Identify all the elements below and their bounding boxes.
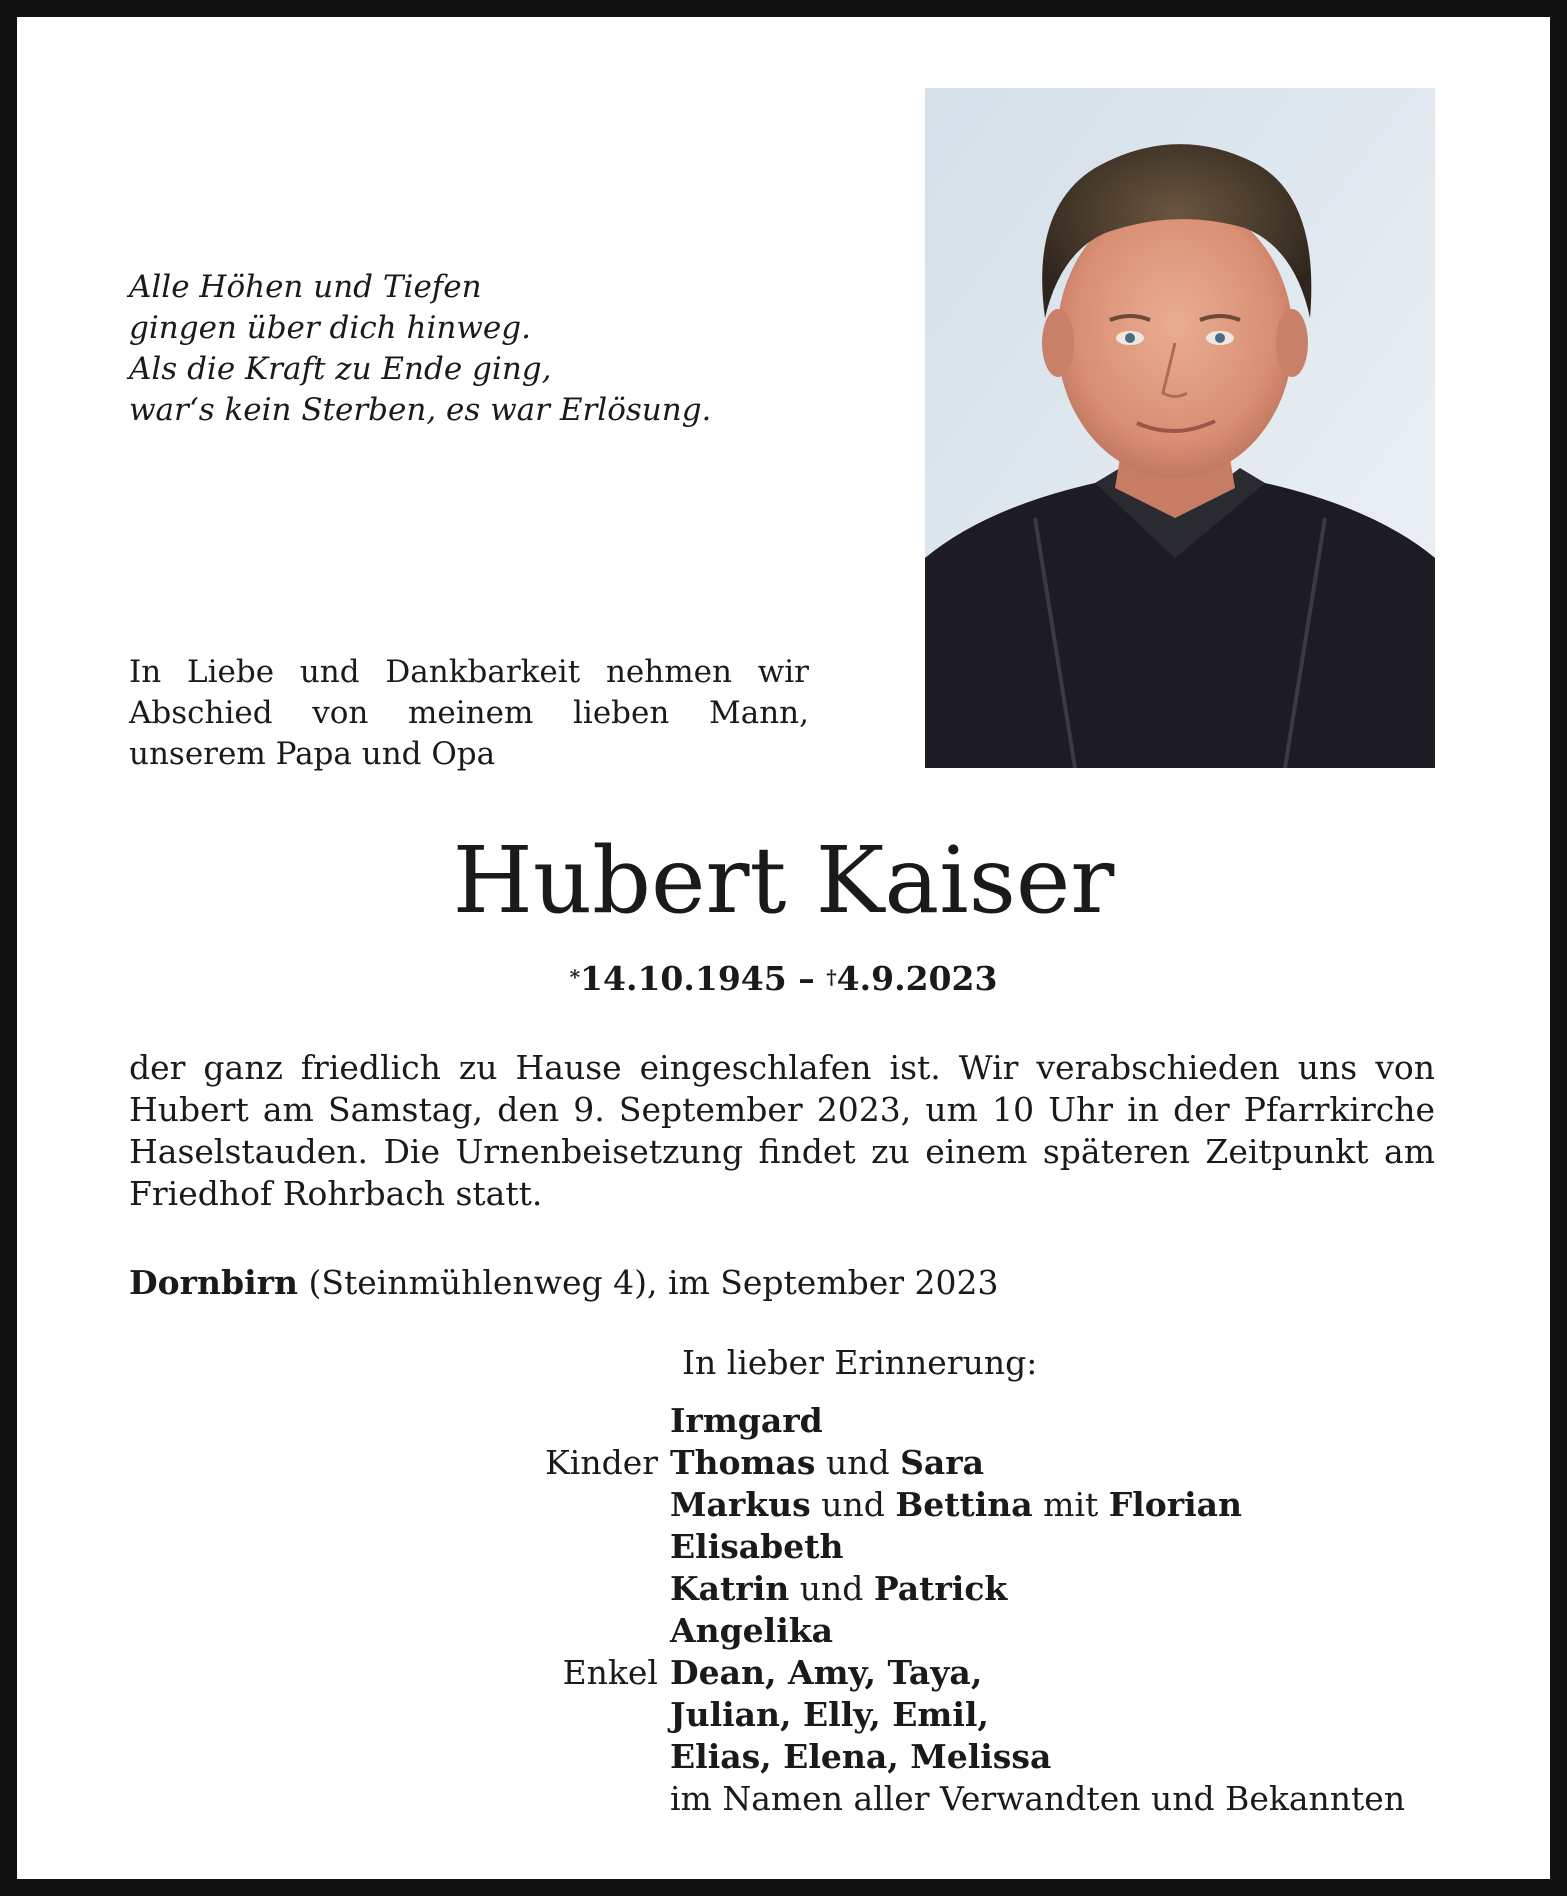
city: Dornbirn	[129, 1263, 298, 1302]
family-row	[417, 1694, 1467, 1736]
grandchildren-names: Dean, Amy, Taya,	[670, 1653, 983, 1692]
child-name: Elisabeth	[670, 1527, 844, 1566]
portrait-image	[925, 88, 1435, 768]
poem-line: war‘s kein Sterben, es war Erlösung.	[129, 392, 712, 428]
partner-name: Bettina	[895, 1485, 1033, 1524]
poem-line: Als die Kraft zu Ende ging,	[129, 351, 552, 387]
family-row	[417, 1778, 1467, 1820]
family-list	[417, 1400, 1467, 1820]
grandchild-name: Florian	[1108, 1485, 1243, 1524]
child-name: Katrin	[670, 1569, 790, 1608]
child-name: Thomas	[670, 1443, 816, 1482]
family-row	[417, 1526, 1467, 1568]
children-label: Kinder	[545, 1443, 658, 1482]
place-and-date	[129, 1262, 1435, 1304]
spouse-name: Irmgard	[670, 1401, 823, 1440]
family-row	[417, 1400, 1467, 1442]
poem	[129, 267, 769, 431]
family-row	[417, 1652, 1467, 1694]
portrait-photo	[925, 88, 1435, 768]
life-dates	[17, 957, 1550, 1005]
birth-symbol: *	[569, 965, 581, 989]
date-separator: –	[786, 959, 827, 998]
child-name: Markus	[670, 1485, 811, 1524]
deceased-name: Hubert Kaiser	[452, 827, 1115, 934]
grandchildren-names: Elias, Elena, Melissa	[670, 1737, 1052, 1776]
poem-line: Alle Höhen und Tiefen	[129, 269, 482, 305]
poem-line: gingen über dich hinweg.	[129, 310, 531, 346]
funeral-details: der ganz friedlich zu Hause eingeschlafen ist. Wir verabschieden uns von Hubert am Samstag, den 9. September 2023, um 10 Uhr in der Pfarrkirche Haselstauden. Die Urnenbeisetzung findet zu einem späteren Zeitpunkt am Friedhof Rohrbach statt.	[129, 1048, 1435, 1213]
grandchildren-names: Julian, Elly, Emil,	[670, 1695, 989, 1734]
remembrance-heading: In lieber Erinnerung:	[682, 1343, 1038, 1382]
birth-date: 14.10.1945	[580, 959, 787, 998]
partner-name: Sara	[900, 1443, 985, 1482]
address-and-date: (Steinmühlenweg 4), im September 2023	[298, 1263, 999, 1302]
partner-name: Patrick	[873, 1569, 1008, 1608]
intro-text: In Liebe und Dankbarkeit nehmen wir Abschied von meinem lieben Mann, unserem Papa und Opa	[129, 654, 809, 772]
family-row	[417, 1736, 1467, 1778]
obituary	[17, 17, 1550, 1879]
death-date: 4.9.2023	[836, 959, 998, 998]
family-row: Katrin und Patrick	[670, 1569, 1008, 1608]
family-row	[417, 1610, 1467, 1652]
grandchildren-label: Enkel	[562, 1653, 658, 1692]
family-row: Markus und Bettina mit Florian	[670, 1485, 1243, 1524]
closing-line: im Namen aller Verwandten und Bekannten	[670, 1779, 1406, 1818]
death-symbol: †	[826, 965, 837, 989]
family-row: Kinder Thomas und Sara	[417, 1442, 1467, 1484]
child-name: Angelika	[670, 1611, 833, 1650]
